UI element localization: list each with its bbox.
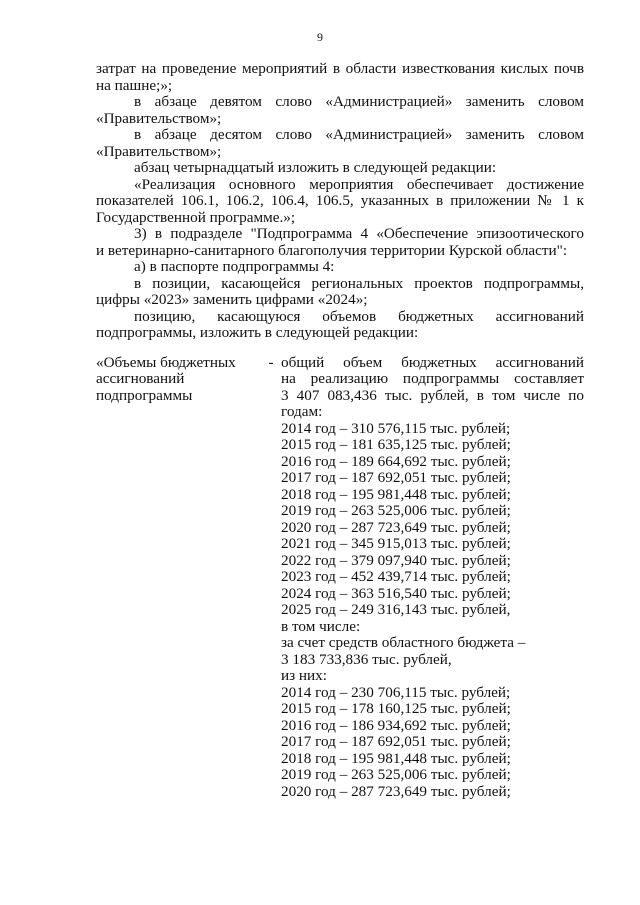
paragraph-line: на пашне;»;: [96, 76, 173, 94]
budget-value-line: общий объем бюджетных ассигнований: [281, 353, 584, 371]
budget-value-line: 2014 год – 230 706,115 тыс. рублей;: [281, 683, 511, 701]
budget-value-line: 2016 год – 189 664,692 тыс. рублей;: [281, 452, 511, 470]
paragraph-line: позицию, касающуюся объемов бюджетных ассигнований: [134, 307, 584, 325]
paragraph-line: в позиции, касающейся региональных проектов подпрограммы,: [134, 274, 584, 292]
paragraph-line: в абзаце десятом слово «Администрацией» заменить словом: [134, 126, 584, 143]
budget-value-line: 2020 год – 287 723,649 тыс. рублей;: [281, 782, 511, 800]
paragraph-line: абзац четырнадцатый изложить в следующей редакции:: [134, 159, 497, 176]
budget-value-line: 2014 год – 310 576,115 тыс. рублей;: [281, 419, 511, 437]
budget-value-line: 2021 год – 345 915,013 тыс. рублей;: [281, 535, 511, 552]
paragraph-line: затрат на проведение мероприятий в области известкования кислых почв: [96, 60, 584, 77]
budget-value-line: 2015 год – 178 160,125 тыс. рублей;: [281, 700, 511, 717]
budget-value-line: 2025 год – 249 316,143 тыс. рублей,: [281, 601, 511, 618]
budget-value-line: 3 183 733,836 тыс. рублей,: [281, 650, 452, 668]
budget-value-line: 2018 год – 195 981,448 тыс. рублей;: [281, 749, 511, 767]
budget-value-line: в том числе:: [281, 617, 361, 635]
paragraph-line: 3) в подразделе "Подпрограмма 4 «Обеспечение эпизоотического: [134, 225, 584, 242]
budget-table-row: [96, 355, 584, 801]
budget-value-line: 2019 год – 263 525,006 тыс. рублей;: [281, 766, 511, 783]
budget-value-line: 2022 год – 379 097,940 тыс. рублей;: [281, 551, 511, 569]
paragraph-line: «Правительством»;: [96, 142, 222, 160]
paragraph-line: в абзаце девятом слово «Администрацией» заменить словом: [134, 93, 584, 110]
dash-separator: -: [268, 353, 274, 371]
document-body: [96, 61, 584, 800]
budget-value-line: 2018 год – 195 981,448 тыс. рублей;: [281, 485, 511, 503]
paragraph-line: и ветеринарно-санитарного благополучия территории Курской области":: [96, 241, 568, 259]
paragraph-list: [96, 61, 584, 342]
budget-value-line: 2017 год – 187 692,051 тыс. рублей;: [281, 733, 511, 750]
page-number: 9: [317, 30, 323, 44]
budget-value-line: 2020 год – 287 723,649 тыс. рублей;: [281, 518, 511, 536]
budget-label-cell: [96, 355, 261, 801]
budget-value-line: на реализацию подпрограммы составляет: [281, 370, 584, 387]
budget-value-line: из них:: [281, 667, 327, 684]
budget-value-cell: [281, 355, 584, 801]
budget-label-line: подпрограммы: [96, 386, 193, 404]
budget-value-line: 2015 год – 181 635,125 тыс. рублей;: [281, 436, 511, 453]
paragraph-line: подпрограммы, изложить в следующей редакции:: [96, 324, 419, 341]
budget-value-line: 2019 год – 263 525,006 тыс. рублей;: [281, 502, 511, 519]
budget-label-line: «Объемы бюджетных: [96, 353, 236, 371]
budget-label-line: ассигнований: [96, 370, 185, 387]
budget-value-line: 2023 год – 452 439,714 тыс. рублей;: [281, 568, 511, 585]
paragraph-line: а) в паспорте подпрограммы 4:: [134, 258, 335, 275]
paragraph-line: Государственной программе.»;: [96, 208, 296, 226]
paragraph-line: «Реализация основного мероприятия обеспечивает достижение: [134, 175, 584, 193]
budget-value-line: 2024 год – 363 516,540 тыс. рублей;: [281, 584, 511, 602]
paragraph-line: показателей 106.1, 106.2, 106.4, 106.5, указанных в приложении № 1 к: [96, 192, 584, 209]
budget-value-line: 3 407 083,436 тыс. рублей, в том числе по: [281, 386, 584, 404]
paragraph-line: цифры «2023» заменить цифрами «2024»;: [96, 291, 368, 308]
paragraph-line: «Правительством»;: [96, 109, 222, 127]
budget-value-line: годам:: [281, 403, 323, 420]
budget-value-line: 2016 год – 186 934,692 тыс. рублей;: [281, 716, 511, 734]
budget-value-line: за счет средств областного бюджета –: [281, 634, 526, 651]
budget-value-line: 2017 год – 187 692,051 тыс. рублей;: [281, 469, 511, 486]
